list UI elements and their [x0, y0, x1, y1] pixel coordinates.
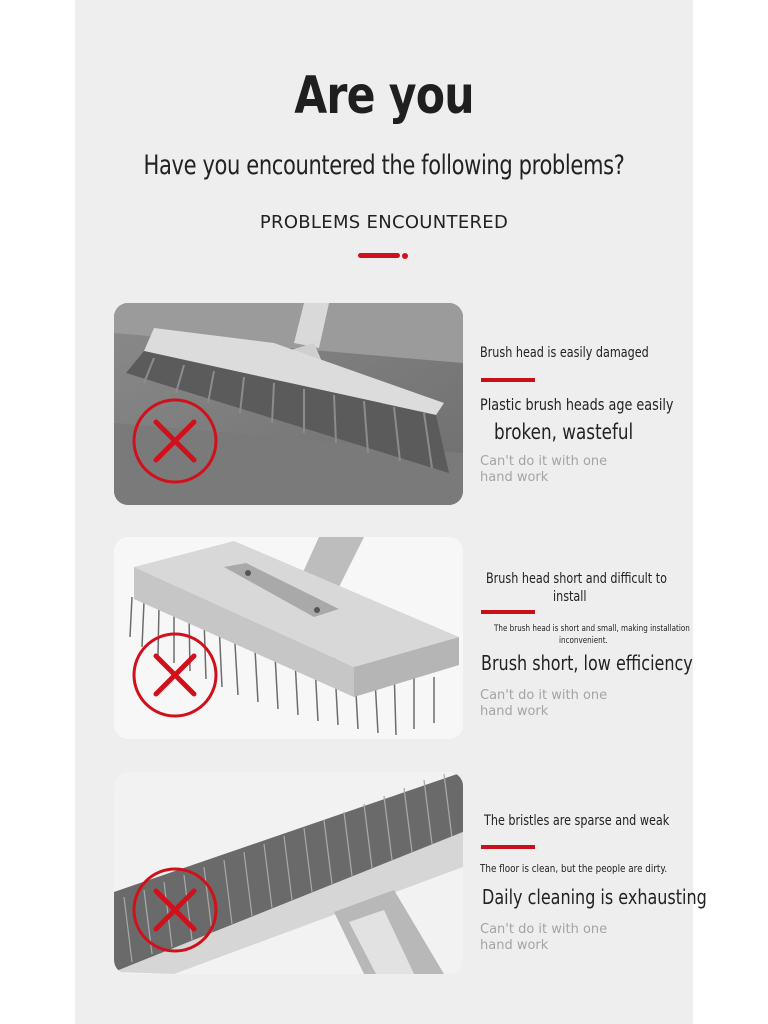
- problem-1-note: Can't do it with one hand work: [480, 454, 608, 485]
- problem-3-heading: The bristles are sparse and weak: [484, 813, 670, 829]
- problem-3-note: Can't do it with one hand work: [480, 922, 608, 953]
- problem-image-plastic-broom: [114, 303, 463, 505]
- page-title: Are you: [294, 66, 474, 126]
- section-label: PROBLEMS ENCOUNTERED: [259, 212, 509, 233]
- problem-1-emphasis: broken, wasteful: [494, 420, 634, 444]
- problem-3-small: The floor is clean, but the people are dirty.: [480, 862, 668, 875]
- problem-image-sparse-bristles: [114, 772, 463, 974]
- problem-2-emphasis: Brush short, low efficiency: [481, 651, 693, 675]
- problem-1-detail: Plastic brush heads age easily: [480, 395, 674, 414]
- problem-2-small: The brush head is short and small, making installation: [494, 624, 690, 634]
- page-subtitle: Have you encountered the following problems?: [143, 150, 625, 181]
- x-circle-icon: [132, 867, 218, 953]
- problem-image-wire-brush: [114, 537, 463, 739]
- problem-3-redline: [481, 845, 535, 849]
- accent-divider: [358, 253, 410, 259]
- x-circle-icon: [132, 632, 218, 718]
- problem-2-redline: [481, 610, 535, 614]
- problem-1-heading: Brush head is easily damaged: [480, 345, 649, 361]
- problem-2-heading-cont: install: [553, 589, 587, 605]
- x-circle-icon: [132, 398, 218, 484]
- problem-2-note: Can't do it with one hand work: [480, 688, 608, 719]
- problem-1-redline: [481, 378, 535, 382]
- problem-2-heading: Brush head short and difficult to: [486, 571, 667, 587]
- problem-2-small-cont: inconvenient.: [559, 636, 608, 646]
- problem-3-emphasis: Daily cleaning is exhausting: [482, 885, 707, 909]
